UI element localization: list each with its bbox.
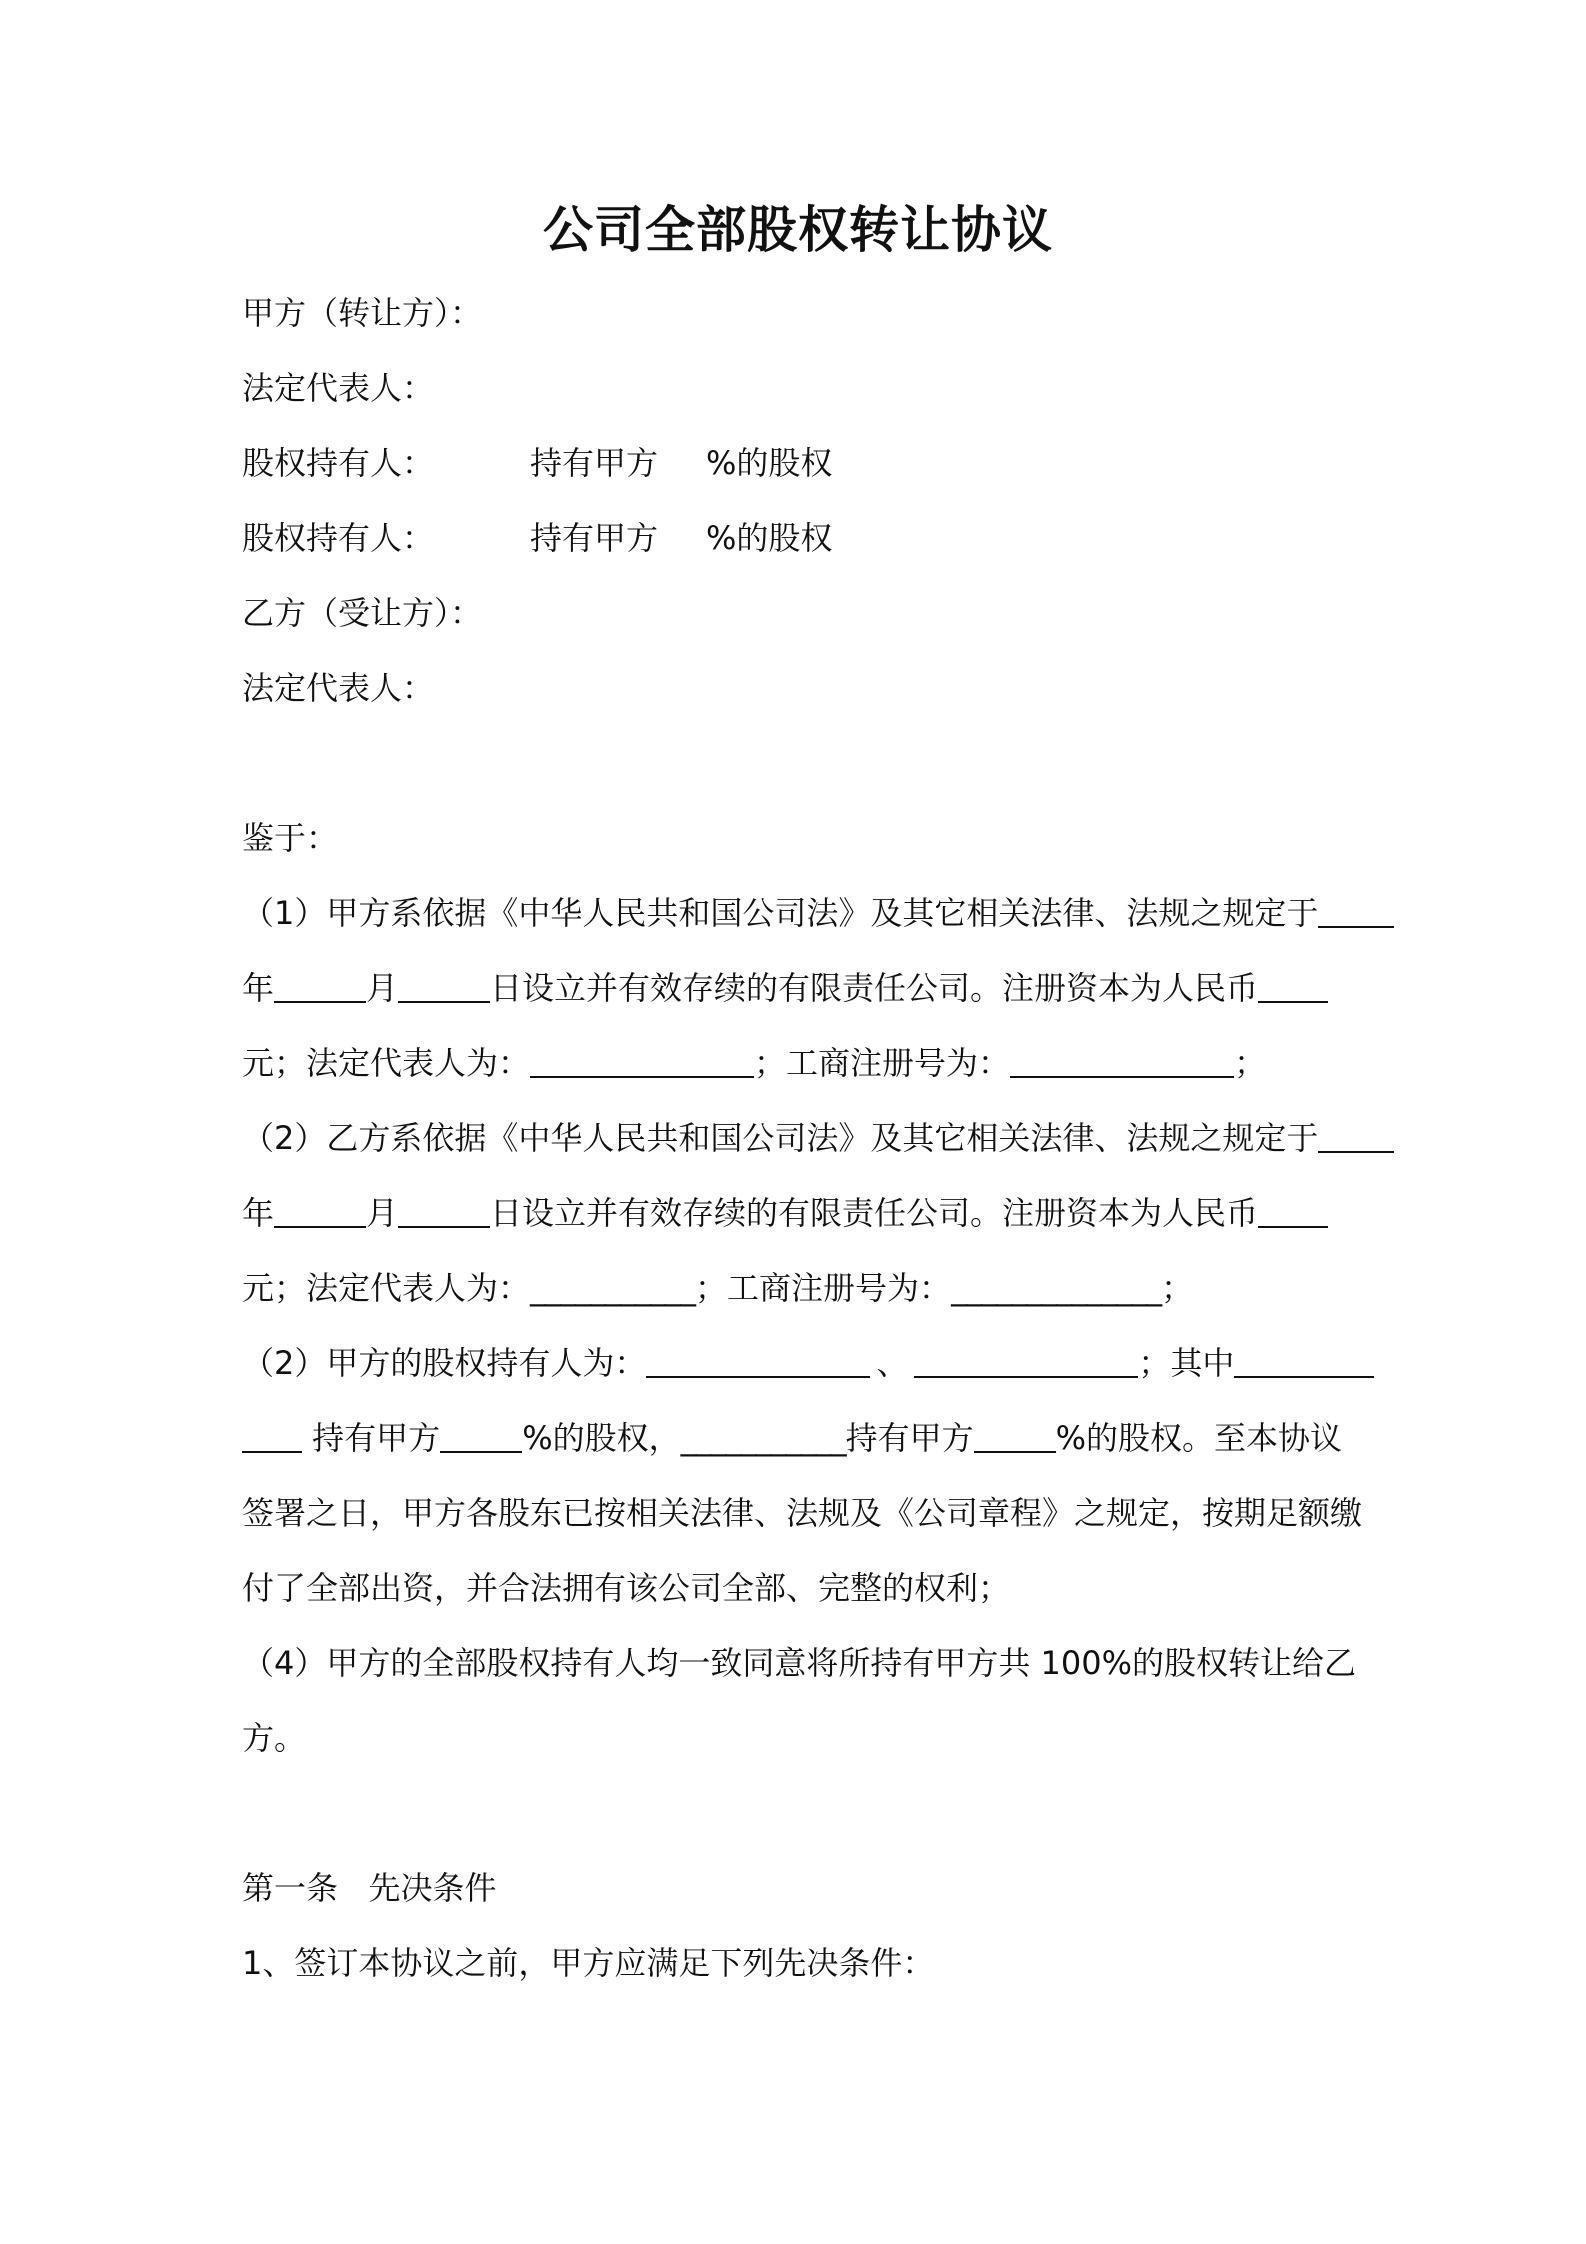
whereas-item-3-line-1 xyxy=(242,1326,1354,1401)
equity-holder-label: 股权持有人： xyxy=(242,519,435,557)
blank-field xyxy=(242,1421,302,1453)
legal-rep-label: 法定代表人为： xyxy=(306,1269,531,1307)
holds-label: 持有甲方 xyxy=(312,1419,441,1457)
semicolon: ； xyxy=(695,1269,728,1307)
percent-equity-label: %的股权 xyxy=(706,444,833,482)
yuan-label: 元； xyxy=(242,1044,307,1082)
pct-equity-comma: %的股权， xyxy=(522,1419,681,1457)
month-label: 月 xyxy=(366,969,399,1007)
blank-field xyxy=(1234,1346,1374,1378)
blank-field xyxy=(398,971,490,1003)
whereas-item-1-line-1 xyxy=(242,876,1354,951)
reg-no-label: 工商注册号为： xyxy=(786,1044,1011,1082)
whereas-item-2-line-3 xyxy=(242,1251,1354,1326)
dunhao: 、 xyxy=(876,1344,909,1382)
blank-field xyxy=(440,1421,522,1453)
establishment-text: 乙方系依据《中华人民共和国公司法》及其它相关法律、法规之规定于 xyxy=(326,1119,1319,1157)
among-label: ；其中 xyxy=(1138,1344,1235,1382)
equity-holder-label: 股权持有人： xyxy=(242,444,435,482)
blank-field xyxy=(398,1196,490,1228)
equity-holder-row-2 xyxy=(242,501,1354,576)
blank-field xyxy=(1258,1196,1328,1228)
blank-field xyxy=(1318,1121,1394,1153)
blank-field xyxy=(914,1346,1138,1378)
item-number: （4） xyxy=(242,1644,327,1682)
document-title: 公司全部股权转让协议 xyxy=(543,201,1053,259)
party-a-legal-rep-label: 法定代表人： xyxy=(242,369,435,407)
item-4-text: 甲方的全部股权持有人均一致同意将所持有甲方共 100%的股权转让给乙 xyxy=(326,1644,1357,1682)
blank-field xyxy=(1318,896,1394,928)
item-number: （1） xyxy=(242,894,327,932)
reg-no-label: 工商注册号为： xyxy=(727,1269,952,1307)
blank-field xyxy=(530,1046,754,1078)
blank-field xyxy=(974,1421,1056,1453)
semicolon: ； xyxy=(1161,1269,1194,1307)
spacer xyxy=(242,726,1354,801)
item-number: （2） xyxy=(242,1119,327,1157)
equity-holder-row-1 xyxy=(242,426,1354,501)
blank-field xyxy=(646,1346,870,1378)
underscore-blank: ___________ xyxy=(680,1419,846,1457)
whereas-item-2-line-2 xyxy=(242,1176,1354,1251)
semicolon: ； xyxy=(754,1044,787,1082)
month-label: 月 xyxy=(366,1194,399,1232)
year-label: 年 xyxy=(242,1194,275,1232)
yuan-label: 元； xyxy=(242,1269,307,1307)
percent-equity-label: %的股权 xyxy=(706,519,833,557)
whereas-item-3-line-3: 签署之日，甲方各股东已按相关法律、法规及《公司章程》之规定，按期足额缴 xyxy=(242,1494,1363,1532)
whereas-item-4-line-2: 方。 xyxy=(242,1719,307,1757)
semicolon: ； xyxy=(1234,1044,1267,1082)
whereas-item-2-line-1 xyxy=(242,1101,1354,1176)
whereas-item-3-line-2 xyxy=(242,1401,1354,1476)
party-b-legal-rep-label: 法定代表人： xyxy=(242,669,435,707)
item-number: （2） xyxy=(242,1344,327,1382)
party-b-label: 乙方（受让方）： xyxy=(242,594,483,632)
year-label: 年 xyxy=(242,969,275,1007)
article-1-clause-1: 1、签订本协议之前，甲方应满足下列先决条件： xyxy=(242,1944,935,1982)
blank-field xyxy=(274,1196,366,1228)
blank-field xyxy=(1258,971,1328,1003)
day-text: 日设立并有效存续的有限责任公司。注册资本为人民币 xyxy=(490,1194,1259,1232)
blank-field xyxy=(274,971,366,1003)
article-1-heading: 第一条 先决条件 xyxy=(242,1869,497,1907)
whereas-heading: 鉴于： xyxy=(242,819,339,857)
day-text: 日设立并有效存续的有限责任公司。注册资本为人民币 xyxy=(490,969,1259,1007)
whereas-item-3-line-4: 付了全部出资，并合法拥有该公司全部、完整的权利； xyxy=(242,1569,1011,1607)
holds-label: 持有甲方 xyxy=(845,1419,974,1457)
whereas-item-1-line-3 xyxy=(242,1026,1354,1101)
pct-equity-end: %的股权。至本协议 xyxy=(1055,1419,1343,1457)
underscore-blank: ______________ xyxy=(951,1269,1162,1307)
holders-intro: 甲方的股权持有人为： xyxy=(326,1344,647,1382)
holds-party-a-label: 持有甲方 xyxy=(530,444,659,482)
underscore-blank: ___________ xyxy=(530,1269,696,1307)
whereas-item-4-line-1 xyxy=(242,1626,1357,1701)
holds-party-a-label: 持有甲方 xyxy=(530,519,659,557)
spacer xyxy=(242,1776,1354,1851)
blank-field xyxy=(1010,1046,1234,1078)
legal-rep-label: 法定代表人为： xyxy=(306,1044,531,1082)
party-a-label: 甲方（转让方）： xyxy=(242,294,483,332)
establishment-text: 甲方系依据《中华人民共和国公司法》及其它相关法律、法规之规定于 xyxy=(326,894,1319,932)
whereas-item-1-line-2 xyxy=(242,951,1354,1026)
